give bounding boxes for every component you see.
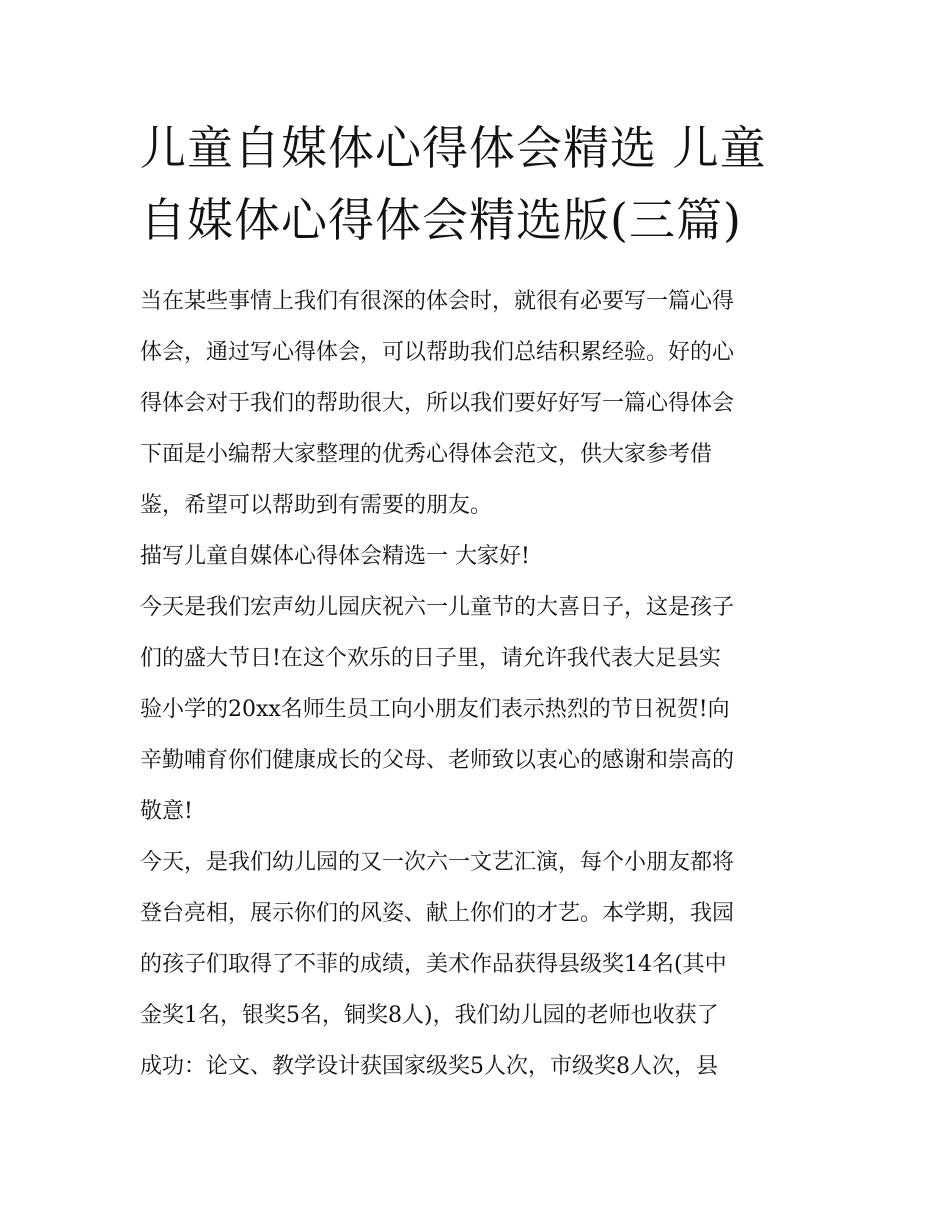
- body-line: 体会，通过写心得体会，可以帮助我们总结积累经验。好的心: [140, 340, 735, 365]
- section-heading-line: 描写儿童自媒体心得体会精选一 大家好!: [140, 544, 530, 569]
- body-line: 鉴，希望可以帮助到有需要的朋友。: [140, 493, 493, 518]
- body-line: 们的盛大节日!在这个欢乐的日子里，请允许我代表大足县实: [140, 646, 721, 671]
- body-line: 得体会对于我们的帮助很大，所以我们要好好写一篇心得体会: [140, 391, 735, 416]
- body-line: 下面是小编帮大家整理的优秀心得体会范文，供大家参考借: [140, 442, 713, 467]
- body-line: 金奖1名，银奖5名，铜奖8人)，我们幼儿园的老师也收获了: [140, 1003, 719, 1028]
- body-line: 登台亮相，展示你们的风姿、献上你们的才艺。本学期，我园: [140, 901, 735, 926]
- document-title: [140, 112, 820, 256]
- document-body: [140, 276, 812, 1092]
- body-line: 的孩子们取得了不菲的成绩，美术作品获得县级奖14名(其中: [140, 952, 727, 977]
- body-line: 当在某些事情上我们有很深的体会时，就很有必要写一篇心得: [140, 289, 735, 314]
- title-line: 自媒体心得体会精选版(三篇): [140, 193, 742, 247]
- body-line: 辛勤哺育你们健康成长的父母、老师致以衷心的感谢和崇高的: [140, 748, 735, 773]
- body-line: 验小学的20xx名师生员工向小朋友们表示热烈的节日祝贺!向: [140, 697, 730, 722]
- title-line: 儿童自媒体心得体会精选 儿童: [140, 121, 767, 175]
- body-line: 成功：论文、教学设计获国家级奖5人次，市级奖8人次，县: [140, 1054, 718, 1079]
- body-line: 敬意!: [140, 799, 193, 824]
- body-line: 今天，是我们幼儿园的又一次六一文艺汇演，每个小朋友都将: [140, 850, 735, 875]
- body-line: 今天是我们宏声幼儿园庆祝六一儿童节的大喜日子，这是孩子: [140, 595, 735, 620]
